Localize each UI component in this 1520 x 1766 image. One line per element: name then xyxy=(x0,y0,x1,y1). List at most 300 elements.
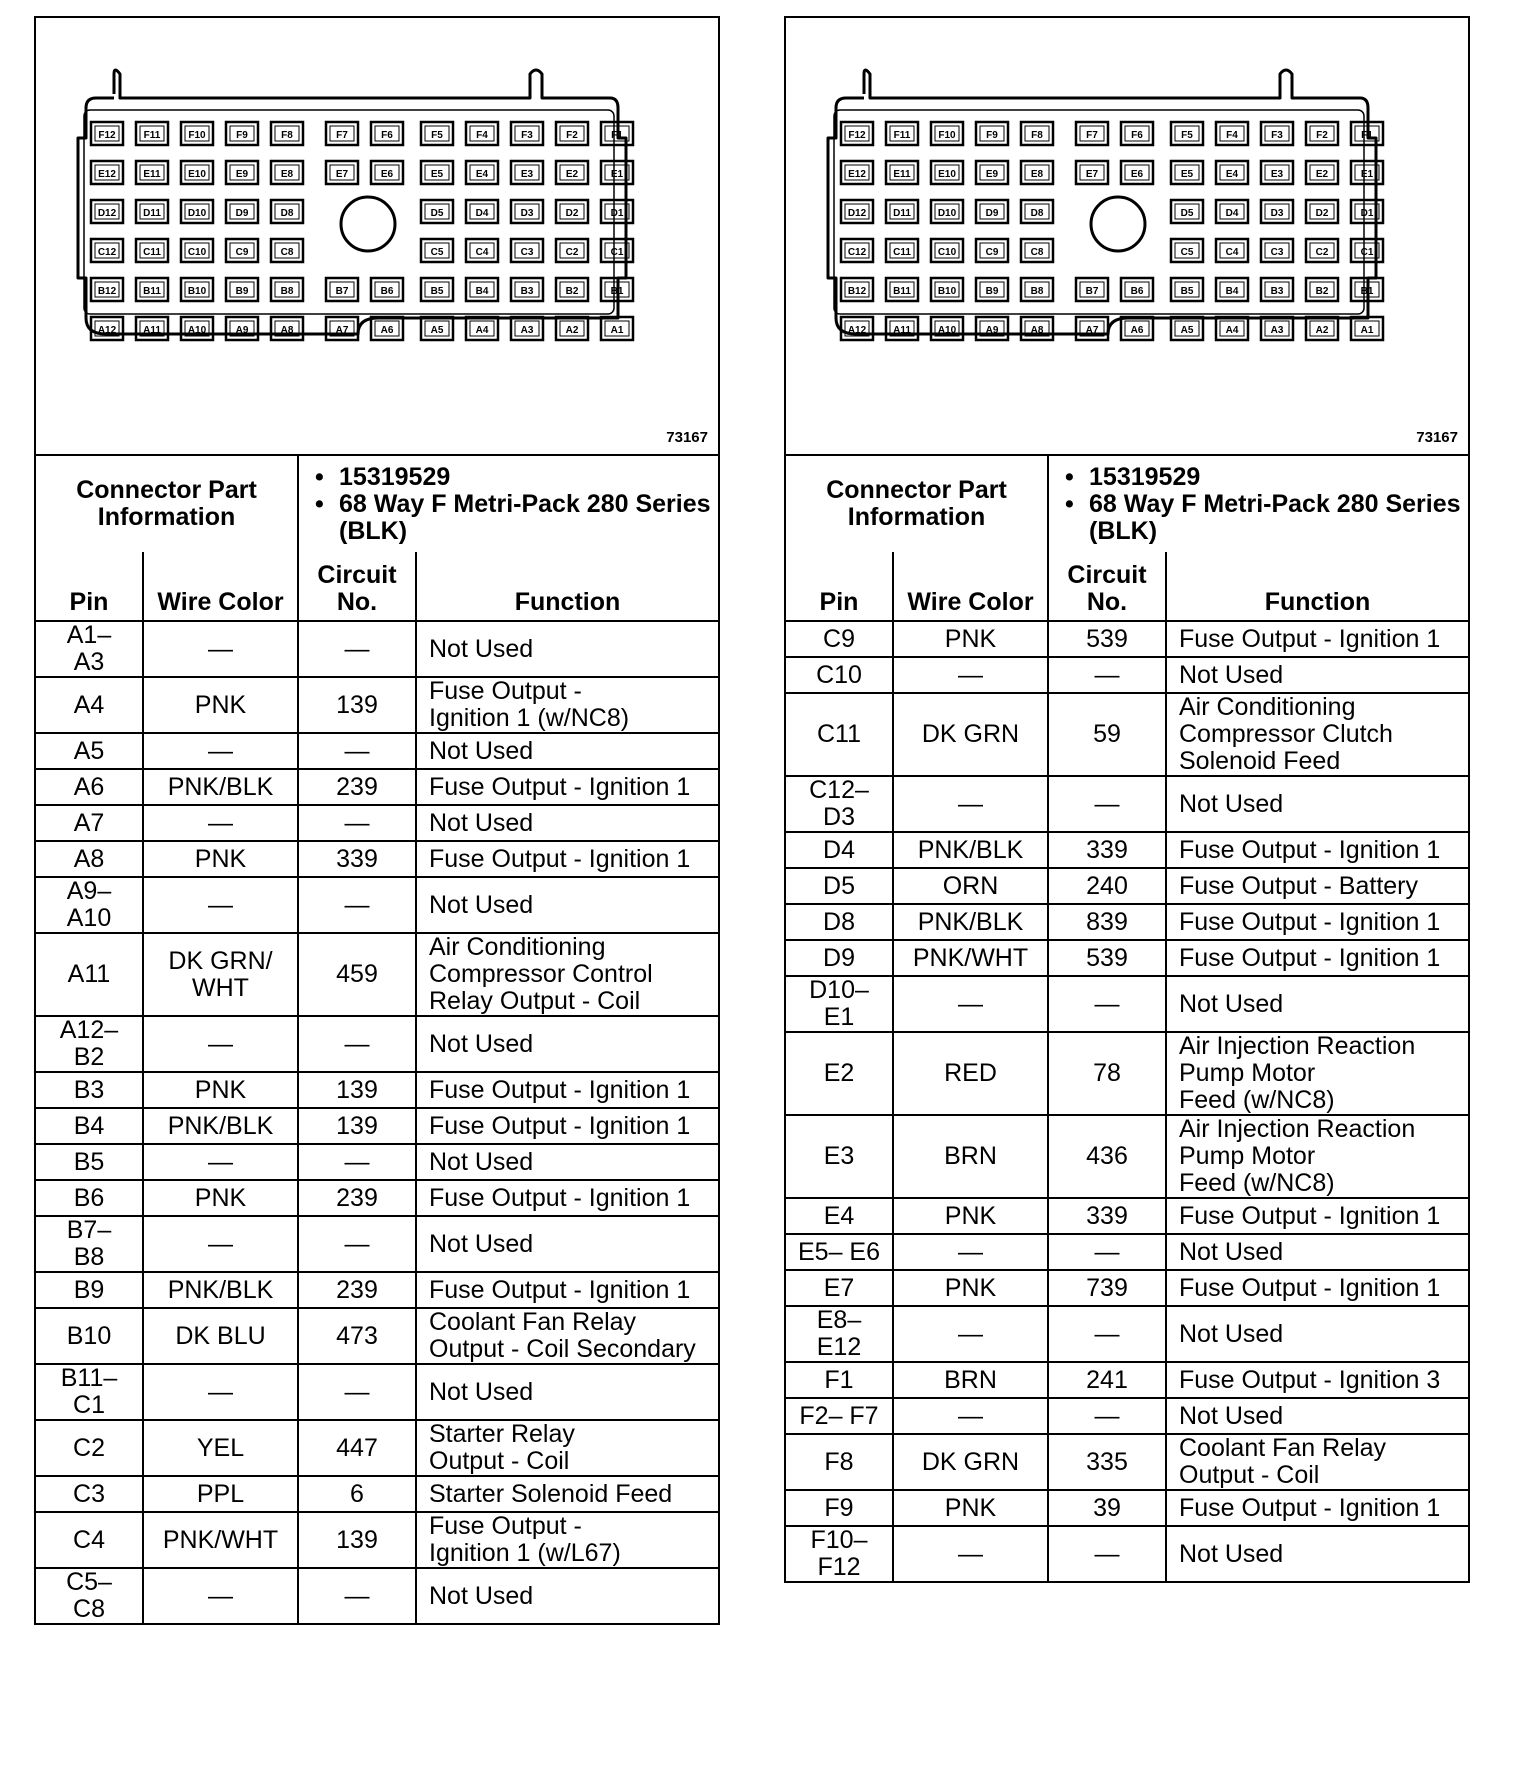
table-row xyxy=(786,1270,1468,1306)
svg-text:D8: D8 xyxy=(280,208,294,219)
circuit-cell: 6 xyxy=(298,1476,416,1512)
pin-cell: A8 xyxy=(36,841,143,877)
circuit-cell: 459 xyxy=(298,933,416,1016)
function-cell: Coolant Fan Relay Output - Coil Secondary xyxy=(416,1308,718,1364)
wire-color-cell: — xyxy=(893,1234,1048,1270)
svg-text:E10: E10 xyxy=(938,169,956,180)
svg-text:E6: E6 xyxy=(380,169,394,180)
table-row xyxy=(36,1568,718,1623)
table-row xyxy=(36,1512,718,1568)
pin-cavity-a7 xyxy=(1076,317,1108,340)
header-function: Function xyxy=(1166,552,1468,621)
wire-color-cell: — xyxy=(143,805,298,841)
svg-text:E12: E12 xyxy=(98,169,116,180)
wire-color-cell: PNK/BLK xyxy=(143,1108,298,1144)
pin-cavity-e10 xyxy=(181,161,213,184)
wire-color-cell: RED xyxy=(893,1032,1048,1115)
function-cell: Air Conditioning Compressor Control Relay Output - Coil xyxy=(416,933,718,1016)
pin-cavity-f5 xyxy=(1171,122,1203,145)
pin-cavity-e5 xyxy=(421,161,453,184)
connector-key-hole xyxy=(341,197,395,251)
wire-color-cell: PNK/BLK xyxy=(893,904,1048,940)
svg-text:F1: F1 xyxy=(1361,130,1373,141)
pin-cavity-e12 xyxy=(841,161,873,184)
svg-text:B10: B10 xyxy=(937,286,957,297)
wire-color-cell: — xyxy=(143,1144,298,1180)
svg-text:A4: A4 xyxy=(475,325,489,336)
svg-text:B9: B9 xyxy=(235,286,249,297)
pin-cavity-f3 xyxy=(511,122,543,145)
svg-text:D3: D3 xyxy=(1270,208,1284,219)
connector-info-values xyxy=(1048,456,1468,552)
table-row xyxy=(36,1144,718,1180)
pin-cell: B4 xyxy=(36,1108,143,1144)
function-cell: Fuse Output - Ignition 1 xyxy=(1166,904,1468,940)
svg-text:A8: A8 xyxy=(280,325,294,336)
svg-text:A10: A10 xyxy=(937,325,957,336)
wire-color-cell: PNK xyxy=(143,841,298,877)
table-row xyxy=(786,657,1468,693)
pin-cell: A12– B2 xyxy=(36,1016,143,1072)
wire-color-cell: PNK/BLK xyxy=(143,1272,298,1308)
circuit-cell: 39 xyxy=(1048,1490,1166,1526)
circuit-cell: 339 xyxy=(1048,832,1166,868)
pin-cell: C3 xyxy=(36,1476,143,1512)
table-row xyxy=(786,1032,1468,1115)
svg-text:E3: E3 xyxy=(1270,169,1284,180)
table-row xyxy=(786,1434,1468,1490)
svg-text:C12: C12 xyxy=(97,247,117,258)
connector-key-hole xyxy=(1091,197,1145,251)
table-row xyxy=(786,868,1468,904)
wire-color-cell: PNK xyxy=(143,677,298,733)
pin-cavity-a8 xyxy=(1021,317,1053,340)
pin-cavity-e5 xyxy=(1171,161,1203,184)
wire-color-cell: PNK/WHT xyxy=(143,1512,298,1568)
wire-color-cell: PNK xyxy=(893,1490,1048,1526)
pin-cell: B11– C1 xyxy=(36,1364,143,1420)
svg-text:D5: D5 xyxy=(1180,208,1194,219)
svg-text:B9: B9 xyxy=(985,286,999,297)
svg-text:E10: E10 xyxy=(188,169,206,180)
pin-cavity-e2 xyxy=(556,161,588,184)
pin-cavity-b2 xyxy=(1306,278,1338,301)
pin-cavity-b2 xyxy=(556,278,588,301)
pin-cell: A7 xyxy=(36,805,143,841)
circuit-cell: 78 xyxy=(1048,1032,1166,1115)
pin-cavity-a3 xyxy=(511,317,543,340)
function-cell: Fuse Output - Ignition 1 xyxy=(1166,1490,1468,1526)
svg-text:A7: A7 xyxy=(1085,325,1099,336)
function-cell: Fuse Output - Ignition 1 xyxy=(416,1108,718,1144)
wire-color-cell: PNK xyxy=(143,1072,298,1108)
function-cell: Not Used xyxy=(416,1568,718,1623)
pin-cavity-b11 xyxy=(886,278,918,301)
svg-text:A7: A7 xyxy=(335,325,349,336)
connector-panel-left xyxy=(34,16,720,1625)
circuit-cell: 339 xyxy=(1048,1198,1166,1234)
pin-cavity-d3 xyxy=(511,200,543,223)
header-circuit: Circuit No. xyxy=(1048,552,1166,621)
pin-cavity-b9 xyxy=(976,278,1008,301)
pin-cavity-a4 xyxy=(1216,317,1248,340)
table-row xyxy=(786,976,1468,1032)
pin-cell: E8– E12 xyxy=(786,1306,893,1362)
circuit-cell: 139 xyxy=(298,1512,416,1568)
wire-color-cell: PPL xyxy=(143,1476,298,1512)
svg-text:C8: C8 xyxy=(1030,247,1044,258)
pin-cavity-d5 xyxy=(421,200,453,223)
wire-color-cell: — xyxy=(143,877,298,933)
header-pin: Pin xyxy=(36,552,143,621)
svg-text:D2: D2 xyxy=(565,208,579,219)
pin-cavity-a4 xyxy=(466,317,498,340)
svg-text:B5: B5 xyxy=(430,286,444,297)
pin-cavity-d5 xyxy=(1171,200,1203,223)
wire-color-cell: PNK xyxy=(143,1180,298,1216)
svg-text:A9: A9 xyxy=(985,325,999,336)
function-cell: Fuse Output - Ignition 1 (w/L67) xyxy=(416,1512,718,1568)
pin-cavity-f11 xyxy=(886,122,918,145)
pin-cavity-d8 xyxy=(271,200,303,223)
svg-text:F1: F1 xyxy=(611,130,623,141)
pin-cavity-a6 xyxy=(1121,317,1153,340)
circuit-cell: — xyxy=(1048,976,1166,1032)
table-row xyxy=(36,841,718,877)
pin-cavity-b3 xyxy=(1261,278,1293,301)
svg-text:F9: F9 xyxy=(236,130,248,141)
pin-cavity-e9 xyxy=(976,161,1008,184)
svg-text:F2: F2 xyxy=(1316,130,1328,141)
circuit-cell: 473 xyxy=(298,1308,416,1364)
svg-text:F12: F12 xyxy=(98,130,116,141)
function-cell: Not Used xyxy=(1166,1526,1468,1581)
svg-text:E11: E11 xyxy=(893,169,911,180)
table-row xyxy=(36,621,718,677)
pin-cavity-e3 xyxy=(1261,161,1293,184)
table-row xyxy=(786,832,1468,868)
svg-text:D5: D5 xyxy=(430,208,444,219)
pin-cavity-e7 xyxy=(1076,161,1108,184)
pin-cavity-b5 xyxy=(1171,278,1203,301)
pin-cell: A1– A3 xyxy=(36,621,143,677)
pin-cavity-b3 xyxy=(511,278,543,301)
svg-text:C8: C8 xyxy=(280,247,294,258)
pin-cell: B9 xyxy=(36,1272,143,1308)
svg-text:F10: F10 xyxy=(938,130,956,141)
pin-cavity-d4 xyxy=(466,200,498,223)
circuit-cell: 239 xyxy=(298,1272,416,1308)
pin-cavity-f2 xyxy=(556,122,588,145)
svg-text:F7: F7 xyxy=(336,130,348,141)
wire-color-cell: — xyxy=(893,976,1048,1032)
table-row xyxy=(36,1476,718,1512)
circuit-cell: — xyxy=(298,1364,416,1420)
svg-text:F7: F7 xyxy=(1086,130,1098,141)
function-cell: Not Used xyxy=(416,1216,718,1272)
pin-cavity-f12 xyxy=(841,122,873,145)
table-row xyxy=(786,1115,1468,1198)
pin-cavity-e6 xyxy=(371,161,403,184)
pin-cavity-a1 xyxy=(601,317,633,340)
pin-cell: E7 xyxy=(786,1270,893,1306)
pin-cavity-b7 xyxy=(326,278,358,301)
pin-cavity-e11 xyxy=(886,161,918,184)
pin-cell: B6 xyxy=(36,1180,143,1216)
table-row xyxy=(786,693,1468,776)
pin-cavity-b6 xyxy=(1121,278,1153,301)
function-cell: Fuse Output - Ignition 1 xyxy=(416,1072,718,1108)
table-row xyxy=(786,1490,1468,1526)
svg-text:A6: A6 xyxy=(1130,325,1144,336)
pin-cavity-f5 xyxy=(421,122,453,145)
wire-color-cell: PNK/BLK xyxy=(893,832,1048,868)
pin-cavity-a2 xyxy=(556,317,588,340)
function-cell: Not Used xyxy=(416,621,718,677)
table-row xyxy=(36,1308,718,1364)
wire-color-cell: DK GRN xyxy=(893,693,1048,776)
pin-cavity-d9 xyxy=(976,200,1008,223)
pin-cavity-c1 xyxy=(601,239,633,262)
svg-text:C2: C2 xyxy=(565,247,579,258)
function-cell: Not Used xyxy=(1166,1234,1468,1270)
pin-cavity-c10 xyxy=(181,239,213,262)
pin-cavity-f3 xyxy=(1261,122,1293,145)
pin-cavity-e6 xyxy=(1121,161,1153,184)
pin-cavity-c8 xyxy=(1021,239,1053,262)
svg-text:D3: D3 xyxy=(520,208,534,219)
circuit-cell: — xyxy=(298,1016,416,1072)
circuit-cell: 241 xyxy=(1048,1362,1166,1398)
pin-cavity-c2 xyxy=(556,239,588,262)
wire-color-cell: — xyxy=(893,776,1048,832)
svg-text:F11: F11 xyxy=(893,130,911,141)
pin-cavity-f9 xyxy=(226,122,258,145)
function-cell: Not Used xyxy=(1166,1306,1468,1362)
pin-cavity-e4 xyxy=(1216,161,1248,184)
pin-cell: E4 xyxy=(786,1198,893,1234)
pin-cavity-b11 xyxy=(136,278,168,301)
circuit-cell: 539 xyxy=(1048,621,1166,657)
pin-cell: A4 xyxy=(36,677,143,733)
svg-text:F4: F4 xyxy=(1226,130,1238,141)
circuit-cell: — xyxy=(298,877,416,933)
pin-cavity-f12 xyxy=(91,122,123,145)
svg-text:A3: A3 xyxy=(1270,325,1284,336)
svg-text:F5: F5 xyxy=(431,130,443,141)
pin-cavity-f7 xyxy=(1076,122,1108,145)
pin-cell: B5 xyxy=(36,1144,143,1180)
svg-text:B6: B6 xyxy=(1130,286,1144,297)
svg-text:E7: E7 xyxy=(335,169,349,180)
function-cell: Fuse Output - Ignition 1 (w/NC8) xyxy=(416,677,718,733)
pin-table xyxy=(786,552,1468,1581)
pin-cell: F9 xyxy=(786,1490,893,1526)
table-row xyxy=(36,1272,718,1308)
pin-cavity-b12 xyxy=(91,278,123,301)
function-cell: Fuse Output - Ignition 1 xyxy=(1166,832,1468,868)
figure-number: 73167 xyxy=(1416,429,1458,446)
pin-cavity-b12 xyxy=(841,278,873,301)
pin-cavity-c5 xyxy=(421,239,453,262)
pin-cell: D8 xyxy=(786,904,893,940)
svg-text:A2: A2 xyxy=(565,325,579,336)
pin-cavity-e4 xyxy=(466,161,498,184)
svg-text:C12: C12 xyxy=(847,247,867,258)
pin-cavity-b5 xyxy=(421,278,453,301)
wire-color-cell: — xyxy=(893,1526,1048,1581)
pin-cavity-b8 xyxy=(271,278,303,301)
svg-text:F3: F3 xyxy=(521,130,533,141)
wire-color-cell: DK GRN xyxy=(893,1434,1048,1490)
svg-text:E5: E5 xyxy=(430,169,444,180)
wire-color-cell: DK BLU xyxy=(143,1308,298,1364)
figure-number: 73167 xyxy=(666,429,708,446)
svg-text:A6: A6 xyxy=(380,325,394,336)
svg-text:E4: E4 xyxy=(475,169,489,180)
circuit-cell: — xyxy=(1048,1398,1166,1434)
svg-text:A11: A11 xyxy=(893,325,911,336)
svg-text:C10: C10 xyxy=(187,247,207,258)
pin-cavity-f11 xyxy=(136,122,168,145)
svg-text:C4: C4 xyxy=(1225,247,1239,258)
pin-cell: B10 xyxy=(36,1308,143,1364)
pin-cavity-d11 xyxy=(136,200,168,223)
function-cell: Coolant Fan Relay Output - Coil xyxy=(1166,1434,1468,1490)
pin-cavity-c4 xyxy=(1216,239,1248,262)
pin-cavity-a3 xyxy=(1261,317,1293,340)
pin-cavity-d12 xyxy=(91,200,123,223)
table-row xyxy=(786,904,1468,940)
pin-cell: E2 xyxy=(786,1032,893,1115)
table-row xyxy=(36,1420,718,1476)
circuit-cell: — xyxy=(298,621,416,677)
svg-text:B8: B8 xyxy=(1030,286,1044,297)
circuit-cell: 335 xyxy=(1048,1434,1166,1490)
pin-cell: A5 xyxy=(36,733,143,769)
pin-cavity-e3 xyxy=(511,161,543,184)
svg-text:E12: E12 xyxy=(848,169,866,180)
pin-cavity-a12 xyxy=(841,317,873,340)
wire-color-cell: BRN xyxy=(893,1115,1048,1198)
pin-cell: A11 xyxy=(36,933,143,1016)
pin-cavity-e1 xyxy=(1351,161,1383,184)
function-cell: Not Used xyxy=(416,877,718,933)
pin-cavity-d10 xyxy=(931,200,963,223)
svg-text:F8: F8 xyxy=(1031,130,1043,141)
pin-cavity-c3 xyxy=(1261,239,1293,262)
pin-cavity-b7 xyxy=(1076,278,1108,301)
circuit-cell: 59 xyxy=(1048,693,1166,776)
svg-text:A12: A12 xyxy=(847,325,867,336)
svg-text:C3: C3 xyxy=(520,247,534,258)
pin-cavity-c3 xyxy=(511,239,543,262)
table-row xyxy=(36,1108,718,1144)
function-cell: Fuse Output - Ignition 1 xyxy=(416,1180,718,1216)
svg-text:C4: C4 xyxy=(475,247,489,258)
pin-cavity-a5 xyxy=(1171,317,1203,340)
svg-text:B8: B8 xyxy=(280,286,294,297)
pin-cavity-f4 xyxy=(1216,122,1248,145)
table-row xyxy=(786,1234,1468,1270)
pin-cavity-a8 xyxy=(271,317,303,340)
svg-text:B5: B5 xyxy=(1180,286,1194,297)
pin-cavity-f8 xyxy=(1021,122,1053,145)
svg-text:A12: A12 xyxy=(97,325,117,336)
pin-cavity-c4 xyxy=(466,239,498,262)
pin-cell: C5– C8 xyxy=(36,1568,143,1623)
function-cell: Fuse Output - Ignition 1 xyxy=(416,841,718,877)
connector-description: • 68 Way F Metri-Pack 280 Series (BLK) xyxy=(1089,491,1462,545)
pin-cavity-e2 xyxy=(1306,161,1338,184)
svg-text:E2: E2 xyxy=(1315,169,1329,180)
pin-cavity-b10 xyxy=(181,278,213,301)
pin-cavity-d8 xyxy=(1021,200,1053,223)
function-cell: Not Used xyxy=(416,1364,718,1420)
pin-cell: A9– A10 xyxy=(36,877,143,933)
svg-text:E7: E7 xyxy=(1085,169,1099,180)
pin-cavity-e1 xyxy=(601,161,633,184)
svg-text:C5: C5 xyxy=(1180,247,1194,258)
function-cell: Fuse Output - Ignition 1 xyxy=(416,1272,718,1308)
svg-text:A1: A1 xyxy=(610,325,624,336)
svg-text:A3: A3 xyxy=(520,325,534,336)
pin-cavity-d9 xyxy=(226,200,258,223)
svg-text:F9: F9 xyxy=(986,130,998,141)
svg-text:F4: F4 xyxy=(476,130,488,141)
svg-text:B11: B11 xyxy=(143,286,161,297)
svg-text:B1: B1 xyxy=(1360,286,1374,297)
function-cell: Air Conditioning Compressor Clutch Solenoid Feed xyxy=(1166,693,1468,776)
pin-cavity-c9 xyxy=(226,239,258,262)
pin-cavity-c9 xyxy=(976,239,1008,262)
pin-cavity-c8 xyxy=(271,239,303,262)
pin-cavity-c12 xyxy=(841,239,873,262)
svg-text:A11: A11 xyxy=(143,325,161,336)
connector-info-label: Connector Part Information xyxy=(36,456,298,552)
svg-text:D4: D4 xyxy=(475,208,489,219)
svg-text:D12: D12 xyxy=(847,208,867,219)
pin-cell: C10 xyxy=(786,657,893,693)
table-row xyxy=(786,1398,1468,1434)
circuit-cell: — xyxy=(298,805,416,841)
wire-color-cell: ORN xyxy=(893,868,1048,904)
circuit-cell: 447 xyxy=(298,1420,416,1476)
table-row xyxy=(786,1198,1468,1234)
svg-text:C9: C9 xyxy=(235,247,249,258)
svg-text:F2: F2 xyxy=(566,130,578,141)
pin-cavity-c11 xyxy=(886,239,918,262)
function-cell: Fuse Output - Ignition 1 xyxy=(1166,1198,1468,1234)
pin-cavity-d11 xyxy=(886,200,918,223)
svg-text:B12: B12 xyxy=(847,286,867,297)
wire-color-cell: — xyxy=(143,1016,298,1072)
table-row xyxy=(786,940,1468,976)
svg-text:E6: E6 xyxy=(1130,169,1144,180)
svg-text:B2: B2 xyxy=(565,286,579,297)
svg-text:F10: F10 xyxy=(188,130,206,141)
table-row xyxy=(36,933,718,1016)
header-circuit: Circuit No. xyxy=(298,552,416,621)
pin-cavity-b9 xyxy=(226,278,258,301)
pin-cavity-a1 xyxy=(1351,317,1383,340)
svg-text:D10: D10 xyxy=(187,208,207,219)
svg-text:D11: D11 xyxy=(893,208,911,219)
pin-cavity-a10 xyxy=(181,317,213,340)
wire-color-cell: DK GRN/ WHT xyxy=(143,933,298,1016)
svg-text:A1: A1 xyxy=(1360,325,1374,336)
svg-text:E1: E1 xyxy=(610,169,624,180)
